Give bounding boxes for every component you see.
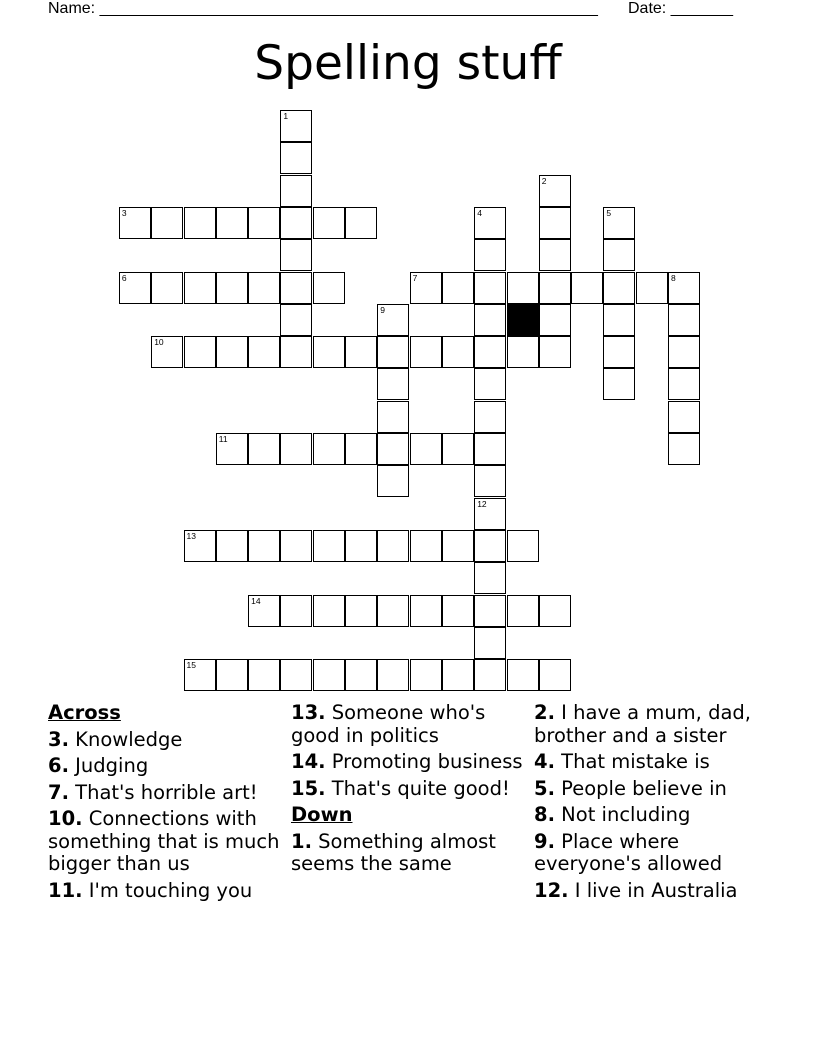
clue-number-label: 7 (412, 272, 418, 283)
clue-down-12 (534, 880, 774, 903)
clue-text: Promoting business (325, 750, 523, 773)
grid-cell[interactable] (248, 272, 280, 304)
clue-column-3 (534, 702, 774, 906)
grid-cell[interactable] (280, 304, 312, 336)
grid-cell[interactable] (668, 368, 700, 400)
grid-cell[interactable] (474, 627, 506, 659)
grid-cell[interactable] (507, 530, 539, 562)
clue-text: I'm touching you (82, 878, 253, 902)
grid-cell[interactable] (507, 595, 539, 627)
grid-cell[interactable] (313, 336, 345, 368)
clue-across-14 (291, 751, 523, 774)
grid-cell[interactable] (119, 207, 151, 239)
grid-cell[interactable] (377, 659, 409, 691)
grid-cell[interactable] (313, 659, 345, 691)
grid-cell[interactable] (280, 272, 312, 304)
grid-cell[interactable] (377, 336, 409, 368)
grid-cell[interactable] (539, 595, 571, 627)
clue-number-label: 14 (251, 595, 261, 606)
grid-cell[interactable] (345, 595, 377, 627)
grid-cell[interactable] (313, 272, 345, 304)
grid-cell[interactable] (248, 595, 280, 627)
down-heading: Down (291, 803, 353, 826)
grid-cell[interactable] (410, 530, 442, 562)
clue-number: 1. (291, 829, 312, 853)
grid-cell[interactable] (668, 433, 700, 465)
grid-cell[interactable] (216, 433, 248, 465)
grid-cell-black (507, 304, 539, 336)
grid-cell[interactable] (539, 272, 571, 304)
grid-cell[interactable] (377, 368, 409, 400)
clue-down-9 (534, 831, 774, 876)
clue-text: I live in Australia (568, 878, 738, 902)
grid-cell[interactable] (442, 433, 474, 465)
grid-cell[interactable] (636, 272, 668, 304)
clue-number: 6. (48, 754, 69, 777)
clue-number: 14. (291, 750, 326, 773)
clue-number-label: 2 (541, 175, 547, 186)
grid-cell[interactable] (280, 142, 312, 174)
clue-number: 4. (534, 750, 555, 773)
clue-number-label: 15 (186, 660, 196, 671)
grid-cell[interactable] (410, 595, 442, 627)
clue-number: 7. (48, 780, 69, 804)
grid-cell[interactable] (474, 433, 506, 465)
clue-text: People believe in (554, 776, 727, 800)
grid-cell[interactable] (248, 207, 280, 239)
grid-cell[interactable] (313, 207, 345, 239)
clue-number: 12. (534, 878, 569, 902)
grid-cell[interactable] (474, 207, 506, 239)
grid-cell[interactable] (474, 562, 506, 594)
clue-down-8 (534, 804, 774, 827)
clue-number: 10. (48, 807, 83, 830)
grid-cell[interactable] (377, 433, 409, 465)
clue-text: Something almost seems the same (291, 829, 496, 875)
clue-text: Knowledge (68, 727, 183, 751)
clue-across-10 (48, 808, 280, 876)
clue-text: Not including (554, 803, 691, 826)
grid-cell[interactable] (603, 239, 635, 271)
clue-across-7 (48, 782, 280, 805)
grid-cell[interactable] (119, 272, 151, 304)
clue-number: 15. (291, 776, 326, 800)
clue-down-1 (291, 831, 523, 876)
grid-cell[interactable] (474, 659, 506, 691)
grid-cell[interactable] (539, 659, 571, 691)
name-line: Name: ________________________________________________________ (48, 0, 598, 17)
clue-across-11 (48, 880, 280, 903)
clue-number-label: 9 (380, 304, 386, 315)
grid-cell[interactable] (377, 530, 409, 562)
grid-cell[interactable] (668, 336, 700, 368)
grid-cell[interactable] (507, 336, 539, 368)
grid-cell[interactable] (313, 595, 345, 627)
grid-cell[interactable] (345, 530, 377, 562)
grid-cell[interactable] (603, 336, 635, 368)
grid-cell[interactable] (184, 659, 216, 691)
grid-cell[interactable] (151, 336, 183, 368)
clue-number-label: 11 (218, 434, 228, 444)
clue-text: Someone who's good in politics (291, 701, 486, 747)
clue-number-label: 1 (283, 111, 289, 121)
grid-cell[interactable] (442, 659, 474, 691)
clue-down-2 (534, 702, 774, 747)
grid-cell[interactable] (377, 304, 409, 336)
clue-number-label: 10 (154, 337, 164, 348)
grid-cell[interactable] (280, 659, 312, 691)
grid-cell[interactable] (313, 530, 345, 562)
grid-cell[interactable] (248, 659, 280, 691)
grid-cell[interactable] (345, 207, 377, 239)
grid-cell[interactable] (377, 465, 409, 497)
grid-cell[interactable] (184, 336, 216, 368)
grid-cell[interactable] (410, 433, 442, 465)
grid-cell[interactable] (474, 401, 506, 433)
grid-cell[interactable] (280, 110, 312, 142)
grid-cell[interactable] (377, 401, 409, 433)
clue-column-2 (291, 702, 523, 880)
grid-cell[interactable] (248, 336, 280, 368)
grid-cell[interactable] (474, 304, 506, 336)
grid-cell[interactable] (345, 659, 377, 691)
grid-cell[interactable] (410, 336, 442, 368)
grid-cell[interactable] (474, 368, 506, 400)
clue-number-label: 13 (186, 530, 196, 541)
clue-down-5 (534, 778, 774, 801)
grid-cell[interactable] (410, 659, 442, 691)
grid-cell[interactable] (345, 433, 377, 465)
grid-cell[interactable] (668, 272, 700, 304)
grid-cell[interactable] (603, 207, 635, 239)
grid-cell[interactable] (442, 336, 474, 368)
grid-cell[interactable] (248, 433, 280, 465)
grid-cell[interactable] (507, 272, 539, 304)
clue-number: 8. (534, 803, 555, 826)
clue-number-label: 8 (671, 272, 676, 283)
clue-number: 11. (48, 878, 83, 902)
grid-cell[interactable] (474, 336, 506, 368)
clue-number: 2. (534, 701, 555, 724)
grid-cell[interactable] (216, 659, 248, 691)
grid-cell[interactable] (151, 272, 183, 304)
clue-number-label: 12 (477, 498, 487, 509)
grid-cell[interactable] (539, 336, 571, 368)
grid-cell[interactable] (280, 595, 312, 627)
grid-cell[interactable] (603, 304, 635, 336)
grid-cell[interactable] (280, 433, 312, 465)
grid-cell[interactable] (603, 272, 635, 304)
clue-across-13 (291, 702, 523, 747)
grid-cell[interactable] (151, 207, 183, 239)
grid-cell[interactable] (313, 433, 345, 465)
clue-number-label: 6 (121, 272, 127, 283)
grid-cell[interactable] (184, 272, 216, 304)
clue-down-4 (534, 751, 774, 774)
across-heading: Across (48, 701, 121, 724)
grid-cell[interactable] (280, 207, 312, 239)
clue-text: That mistake is (554, 750, 710, 773)
date-line: Date: _______ (628, 0, 733, 17)
grid-cell[interactable] (474, 465, 506, 497)
grid-cell[interactable] (474, 239, 506, 271)
grid-cell[interactable] (539, 304, 571, 336)
clue-across-3 (48, 729, 280, 752)
clue-across-6 (48, 755, 280, 778)
clue-across-15 (291, 778, 523, 801)
clue-text: Connections with something that is much bigger than us (48, 807, 280, 875)
grid-cell[interactable] (377, 595, 409, 627)
clue-number-label: 3 (121, 207, 127, 218)
page-title: Spelling stuff (254, 36, 562, 91)
grid-cell[interactable] (539, 207, 571, 239)
clue-number: 5. (534, 776, 555, 800)
grid-cell[interactable] (280, 530, 312, 562)
clue-text: Judging (68, 754, 149, 777)
clue-text: That's horrible art! (68, 780, 258, 804)
grid-cell[interactable] (216, 530, 248, 562)
grid-cell[interactable] (248, 530, 280, 562)
grid-cell[interactable] (603, 368, 635, 400)
grid-cell[interactable] (280, 336, 312, 368)
grid-cell[interactable] (507, 659, 539, 691)
clue-column-1 (48, 702, 280, 906)
grid-cell[interactable] (216, 272, 248, 304)
clue-text: That's quite good! (325, 776, 510, 800)
grid-cell[interactable] (280, 239, 312, 271)
clue-number: 3. (48, 727, 69, 751)
grid-cell[interactable] (345, 336, 377, 368)
grid-cell[interactable] (474, 498, 506, 530)
grid-cell[interactable] (184, 207, 216, 239)
grid-cell[interactable] (474, 272, 506, 304)
clue-number-label: 5 (606, 207, 612, 218)
grid-cell[interactable] (410, 272, 442, 304)
grid-cell[interactable] (668, 401, 700, 433)
grid-cell[interactable] (442, 595, 474, 627)
grid-cell[interactable] (184, 530, 216, 562)
clue-text: I have a mum, dad, brother and a sister (534, 701, 751, 747)
grid-cell[interactable] (216, 336, 248, 368)
clue-number: 9. (534, 829, 555, 853)
grid-cell[interactable] (571, 272, 603, 304)
clue-number: 13. (291, 701, 326, 724)
grid-cell[interactable] (474, 530, 506, 562)
grid-cell[interactable] (216, 207, 248, 239)
clue-number-label: 4 (477, 207, 482, 218)
grid-cell[interactable] (668, 304, 700, 336)
grid-cell[interactable] (474, 595, 506, 627)
grid-cell[interactable] (442, 530, 474, 562)
grid-cell[interactable] (539, 175, 571, 207)
grid-cell[interactable] (280, 175, 312, 207)
grid-cell[interactable] (539, 239, 571, 271)
clue-text: Place where everyone's allowed (534, 829, 723, 875)
grid-cell[interactable] (442, 272, 474, 304)
